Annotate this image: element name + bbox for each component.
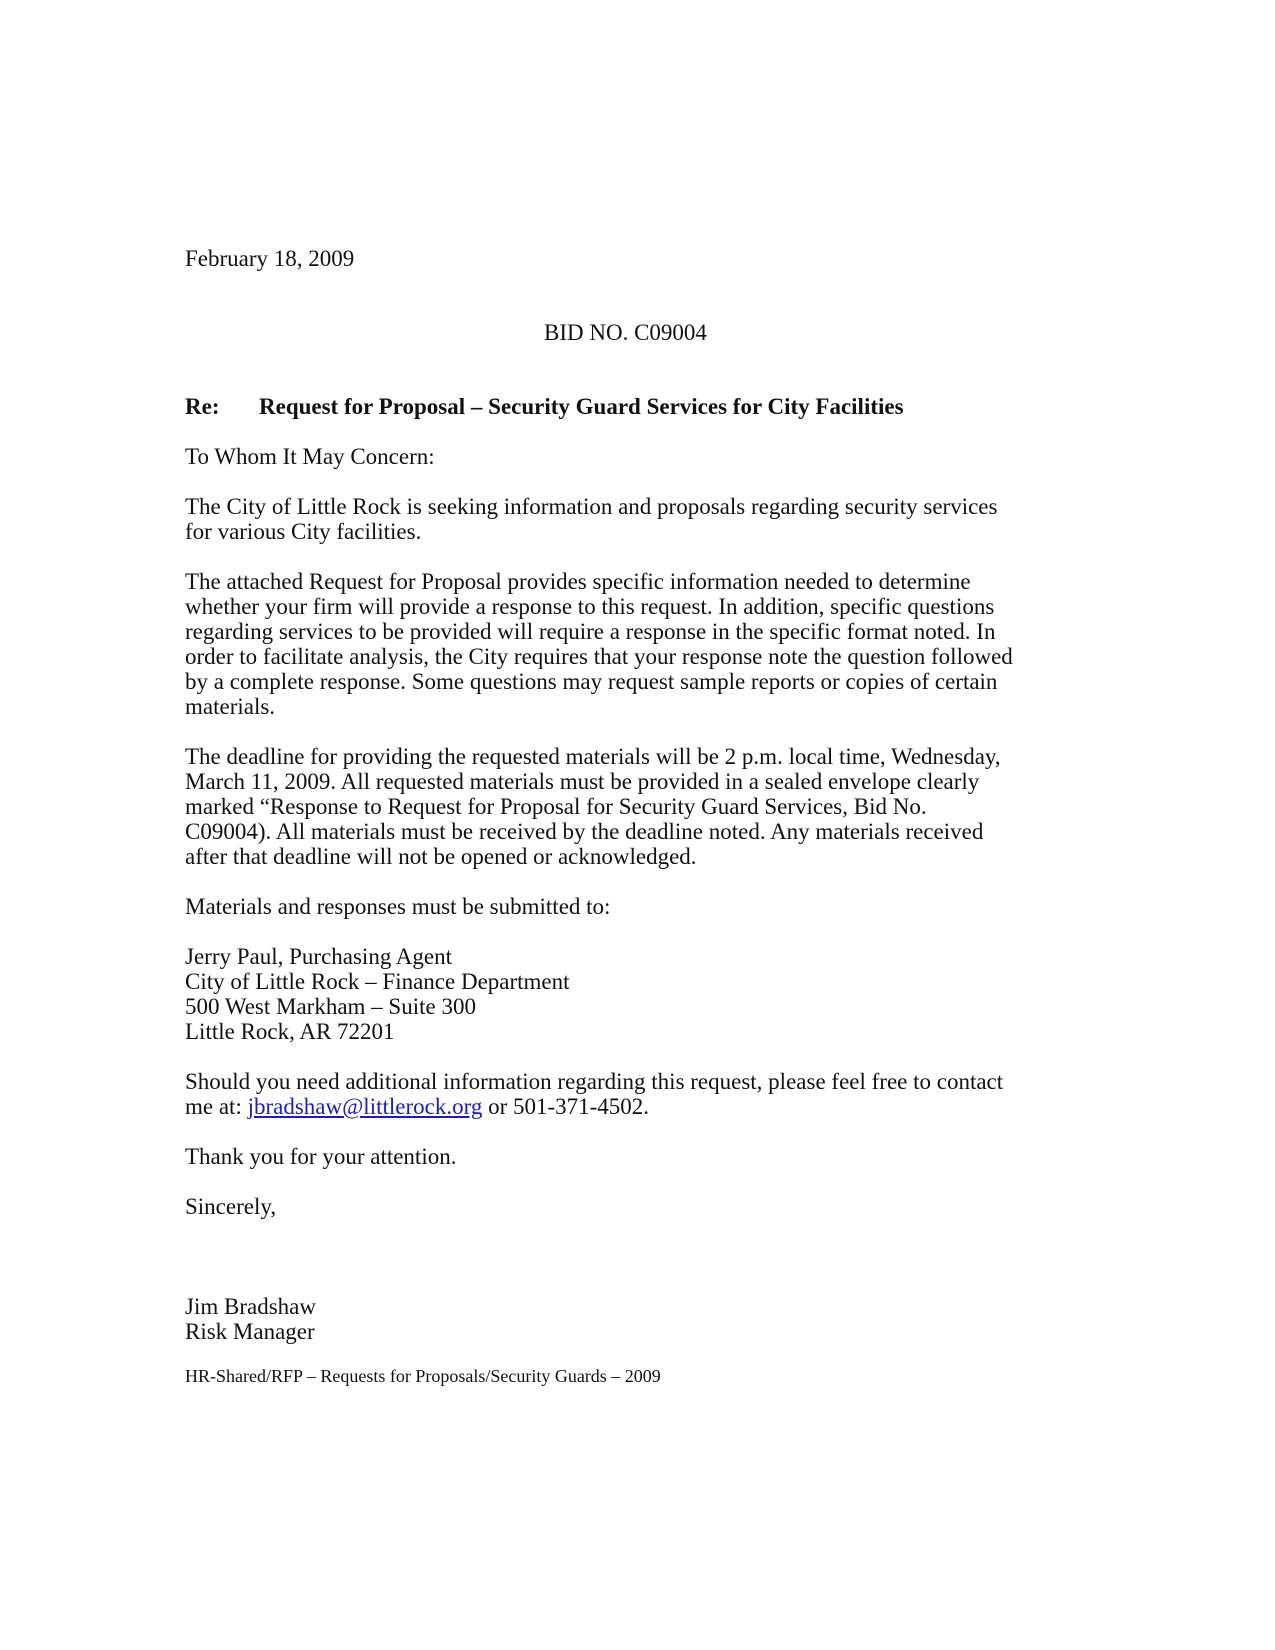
paragraph-line: The City of Little Rock is seeking information and proposals regarding security services	[185, 494, 998, 519]
closing	[185, 1194, 1085, 1219]
address-line: 500 West Markham – Suite 300	[185, 994, 476, 1019]
paragraph-line: after that deadline will not be opened or acknowledged.	[185, 844, 697, 869]
paragraph-line: Materials and responses must be submitted to:	[185, 894, 611, 919]
mailing-address	[185, 944, 1085, 1044]
paragraph-deadline	[185, 744, 1085, 869]
signature-block	[185, 1294, 316, 1344]
address-line: Jerry Paul, Purchasing Agent	[185, 944, 453, 969]
paragraph-thanks	[185, 1144, 1085, 1169]
paragraph-line: materials.	[185, 694, 276, 719]
paragraph-line: regarding services to be provided will require a response in the specific format noted. In	[185, 619, 996, 644]
signer-title: Risk Manager	[185, 1319, 315, 1344]
paragraph-line: Thank you for your attention.	[185, 1144, 457, 1169]
subject-text: Request for Proposal – Security Guard Services for City Facilities	[259, 394, 904, 419]
contact-phone: or 501-371-4502.	[482, 1094, 650, 1119]
paragraph-line: whether your firm will provide a response to this request. In addition, specific questions	[185, 594, 995, 619]
address-line: Little Rock, AR 72201	[185, 1019, 395, 1044]
paragraph-line: marked “Response to Request for Proposal for Security Guard Services, Bid No.	[185, 794, 927, 819]
paragraph-contact	[185, 1069, 1085, 1119]
bid-number: BID NO. C09004	[544, 320, 707, 345]
paragraph-rfp-details	[185, 569, 1085, 719]
signer-name: Jim Bradshaw	[185, 1294, 316, 1319]
address-line: City of Little Rock – Finance Department	[185, 969, 570, 994]
paragraph-line: The deadline for providing the requested materials will be 2 p.m. local time, Wednesday,	[185, 744, 1001, 769]
closing-line: Sincerely,	[185, 1194, 277, 1219]
paragraph-submit-to	[185, 894, 1085, 919]
letter-body	[185, 494, 1085, 1244]
contact-prefix: me at:	[185, 1094, 248, 1119]
paragraph-line	[185, 1094, 1085, 1119]
subject-line	[185, 394, 904, 419]
paragraph-line: order to facilitate analysis, the City requires that your response note the question followed	[185, 644, 1013, 669]
letter-date: February 18, 2009	[185, 246, 355, 271]
paragraph-line: for various City facilities.	[185, 519, 422, 544]
email-link[interactable]: jbradshaw@littlerock.org	[247, 1094, 483, 1119]
paragraph-line: by a complete response. Some questions may request sample reports or copies of certain	[185, 669, 998, 694]
paragraph-line: C09004). All materials must be received by the deadline noted. Any materials received	[185, 819, 984, 844]
salutation: To Whom It May Concern:	[185, 444, 435, 469]
paragraph-line: The attached Request for Proposal provides specific information needed to determine	[185, 569, 971, 594]
paragraph-line: March 11, 2009. All requested materials must be provided in a sealed envelope clearly	[185, 769, 980, 794]
paragraph-intro	[185, 494, 1085, 544]
subject-label: Re:	[185, 394, 220, 419]
file-reference: HR-Shared/RFP – Requests for Proposals/Security Guards – 2009	[185, 1366, 661, 1386]
paragraph-line: Should you need additional information regarding this request, please feel free to contact	[185, 1069, 1004, 1094]
